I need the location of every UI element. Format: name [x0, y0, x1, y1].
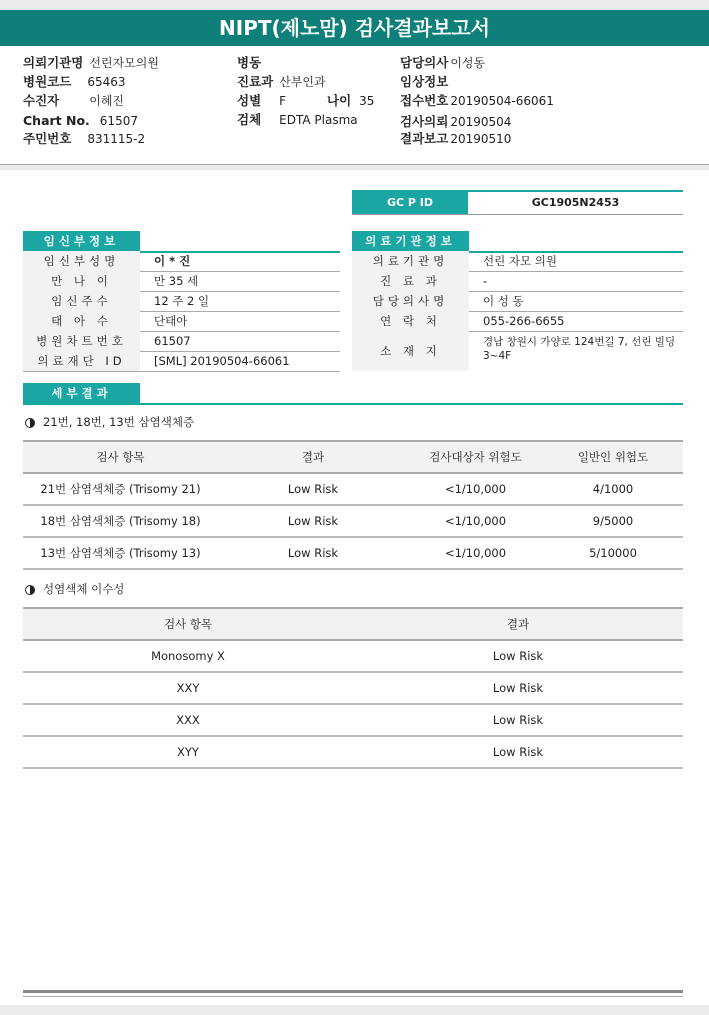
table-row: 21번 삼염색체증 (Trisomy 21) Low Risk <1/10,000 4/1000	[23, 473, 683, 505]
table-header-row	[23, 441, 683, 473]
header-field: 임상정보	[400, 74, 449, 89]
table-row: XXX Low Risk	[23, 704, 683, 736]
gcpid-box	[352, 190, 683, 215]
gcpid-label: GC P ID	[352, 192, 468, 214]
table-row: Monosomy X Low Risk	[23, 640, 683, 672]
half-circle-icon	[25, 585, 35, 595]
header-field: 주민번호 831115-2	[23, 131, 146, 146]
header-field: 진료과 산부인과	[237, 74, 326, 89]
table-row: 13번 삼염색체증 (Trisomy 13) Low Risk <1/10,000 5/10000	[23, 537, 683, 569]
details-section-header: 세부결과	[23, 383, 683, 405]
info-row: 병원차트번호 61507	[23, 331, 340, 352]
column-header: 검사 항목	[23, 441, 218, 473]
gcpid-value: GC1905N2453	[531, 196, 620, 209]
report-header	[0, 46, 709, 165]
half-circle-icon	[25, 418, 35, 428]
table-row: XXY Low Risk	[23, 672, 683, 704]
report-page	[0, 170, 709, 1005]
info-row: 임신부성명 이 * 진	[23, 251, 340, 272]
footer-divider	[23, 996, 683, 999]
table-header-row	[23, 608, 683, 640]
header-field: 담당의사 이성동	[400, 55, 486, 70]
column-header: 검사 항목	[23, 608, 353, 640]
info-row: 담당의사명 이 성 동	[352, 291, 683, 312]
info-row: 태 아 수 단태아	[23, 311, 340, 332]
info-row: 임신주수 12 주 2 일	[23, 291, 340, 312]
header-field: 검체 EDTA Plasma	[237, 112, 358, 127]
table-row: XYY Low Risk	[23, 736, 683, 768]
header-field: 나이 35	[327, 93, 375, 108]
sex-chromosome-subtitle: 성염색체 이수성	[25, 582, 124, 596]
info-row: 만 나 이 만 35 세	[23, 271, 340, 292]
header-field: 병원코드 65463	[23, 74, 126, 89]
institution-section-header: 의료기관정보	[352, 231, 683, 253]
column-header: 결과	[353, 608, 683, 640]
header-field: 검사의뢰 20190504	[400, 114, 512, 129]
info-row: 의료기관명 선린 자모 의원	[352, 251, 683, 272]
sex-chromosome-table	[23, 607, 683, 769]
header-field: 의뢰기관명 선린자모의원	[23, 55, 159, 70]
header-field: 결과보고 20190510	[400, 131, 512, 146]
pregnancy-section-header: 임신부정보	[23, 231, 340, 253]
column-header: 결과	[218, 441, 408, 473]
header-field: 병동	[237, 55, 262, 70]
trisomy-table	[23, 440, 683, 570]
report-title: NIPT(제노맘) 검사결과보고서	[0, 10, 709, 46]
header-field: Chart No. 61507	[23, 113, 138, 128]
column-header: 일반인 위험도	[543, 441, 683, 473]
table-row: 18번 삼염색체증 (Trisomy 18) Low Risk <1/10,000 9/5000	[23, 505, 683, 537]
header-field: 접수번호 20190504-66061	[400, 93, 554, 108]
info-row: 의료재단 ID [SML] 20190504-66061	[23, 351, 340, 372]
info-row-address: 소 재 지 경남 창원시 가양로 124번길 7, 선린 빌딩 3~4F	[352, 331, 683, 371]
trisomy-subtitle: 21번, 18번, 13번 삼염색체증	[25, 415, 194, 429]
column-header: 검사대상자 위험도	[408, 441, 543, 473]
info-row: 진 료 과 -	[352, 271, 683, 292]
header-field: 성별 F	[237, 93, 287, 108]
header-field: 수진자 이혜진	[23, 93, 125, 108]
info-row: 연 락 처 055-266-6655	[352, 311, 683, 332]
